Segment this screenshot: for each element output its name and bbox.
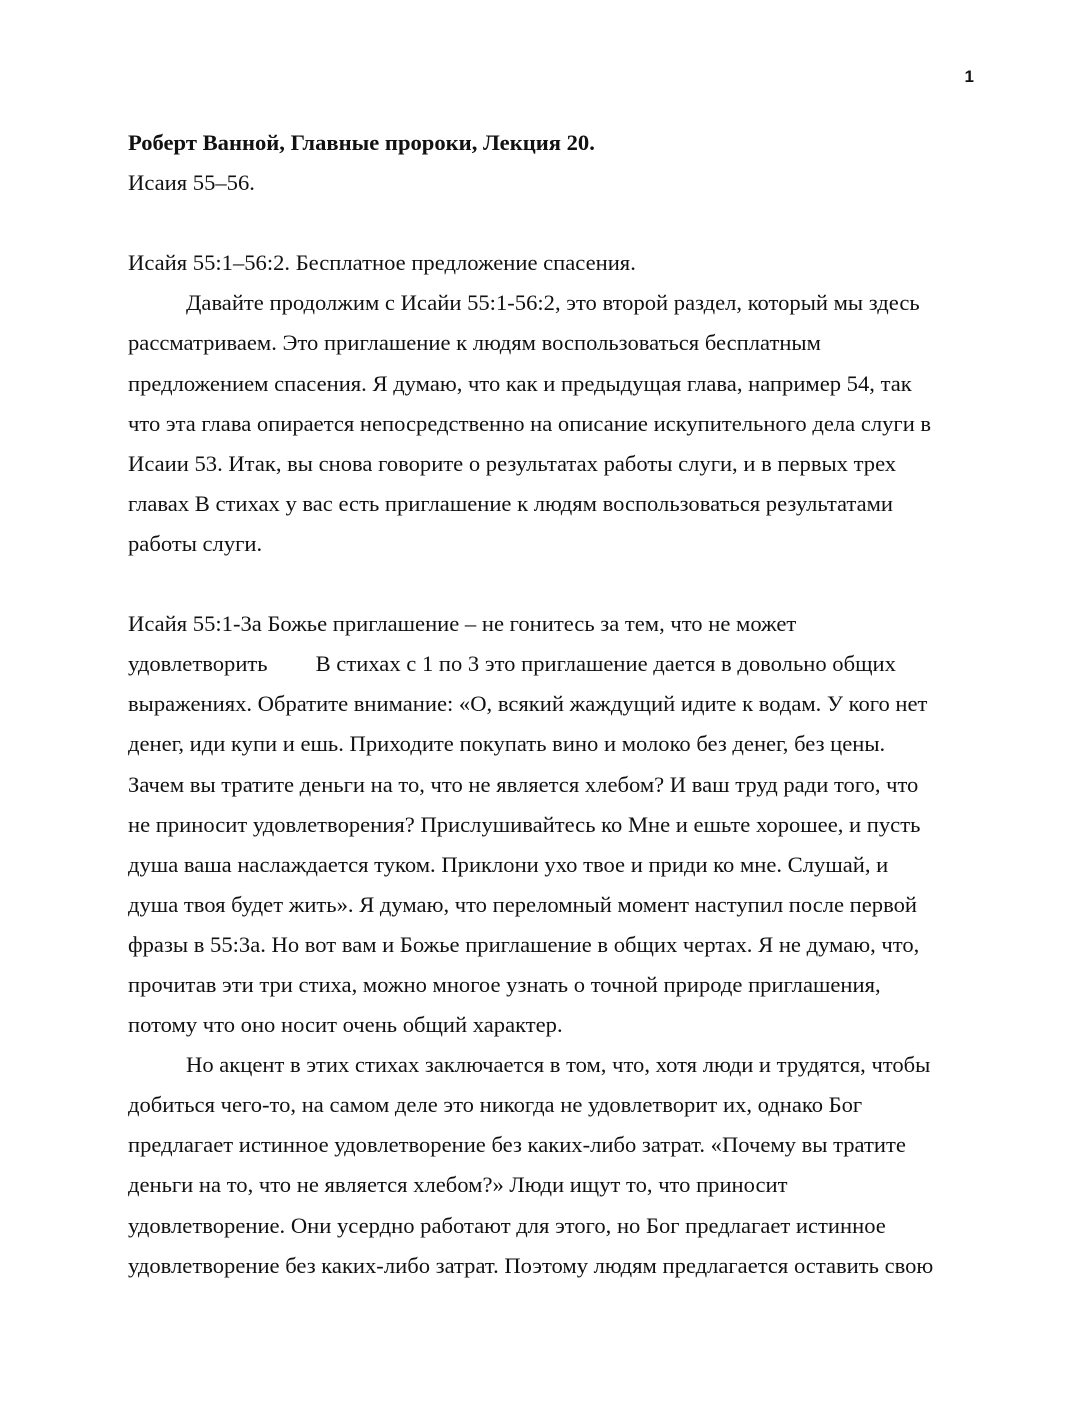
paragraph-line: душа ваша наслаждается туком. Приклони ухо твое и приди ко мне. Слушай, и: [128, 851, 889, 877]
paragraph-line: фразы в 55:3а. Но вот вам и Божье приглашение в общих чертах. Я не думаю, что,: [128, 931, 920, 957]
paragraph-line: рассматриваем. Это приглашение к людям воспользоваться бесплатным: [128, 330, 821, 356]
document-subtitle: Исаия 55–56.: [128, 170, 255, 196]
paragraph-line: работы слуги.: [128, 530, 263, 556]
paragraph-line: выражениях. Обратите внимание: «О, всякий жаждущий идите к водам. У кого нет: [128, 691, 928, 717]
blank-line: [128, 564, 974, 604]
section-heading: Исайя 55:1-3а Божье приглашение – не гонитесь за тем, что не может: [128, 611, 797, 637]
blank-line: [128, 203, 974, 243]
page-number: 1: [964, 67, 974, 86]
paragraph-line: что эта глава опирается непосредственно на описание искупительного дела слуги в: [128, 410, 932, 436]
document-title: Роберт Ванной, Главные пророки, Лекция 20.: [128, 130, 595, 155]
paragraph-line: Давайте продолжим с Исайи 55:1-56:2, это второй раздел, который мы здесь: [186, 290, 920, 316]
paragraph-line: Зачем вы тратите деньги на то, что не является хлебом? И ваш труд ради того, что: [128, 771, 919, 797]
paragraph-line: главах В стихах у вас есть приглашение к людям воспользоваться результатами: [128, 490, 894, 516]
paragraph-line: предложением спасения. Я думаю, что как и предыдущая глава, например 54, так: [128, 370, 912, 396]
paragraph-line: душа твоя будет жить». Я думаю, что переломный момент наступил после первой: [128, 891, 918, 917]
section-heading: Исайя 55:1–56:2. Бесплатное предложение спасения.: [128, 250, 636, 276]
paragraph-line: удовлетворение. Они усердно работают для этого, но Бог предлагает истинное: [128, 1212, 886, 1238]
paragraph-line: деньги на то, что не является хлебом?» Люди ищут то, что приносит: [128, 1172, 788, 1198]
paragraph-line: прочитав эти три стиха, можно многое узнать о точной природе приглашения,: [128, 971, 881, 997]
paragraph-line: предлагает истинное удовлетворение без каких-либо затрат. «Почему вы тратите: [128, 1132, 906, 1158]
paragraph-line: Исаии 53. Итак, вы снова говорите о результатах работы слуги, и в первых трех: [128, 450, 897, 476]
paragraph-line: удовлетворение без каких-либо затрат. Поэтому людям предлагается оставить свою: [128, 1252, 934, 1278]
document-body: [128, 123, 974, 1286]
section-heading-continuation: удовлетворить: [128, 651, 268, 677]
paragraph-line: [128, 644, 974, 684]
paragraph-line: Но акцент в этих стихах заключается в том, что, хотя люди и трудятся, чтобы: [186, 1052, 931, 1078]
paragraph-line: потому что оно носит очень общий характер.: [128, 1012, 563, 1038]
paragraph-line: денег, иди купи и ешь. Приходите покупать вино и молоко без денег, без цены.: [128, 731, 886, 757]
paragraph-line: не приносит удовлетворения? Прислушивайтесь ко Мне и ешьте хорошее, и пусть: [128, 811, 921, 837]
paragraph-line: добиться чего-то, на самом деле это никогда не удовлетворит их, однако Бог: [128, 1092, 863, 1118]
paragraph-start: В стихах с 1 по 3 это приглашение дается в довольно общих: [315, 651, 896, 677]
